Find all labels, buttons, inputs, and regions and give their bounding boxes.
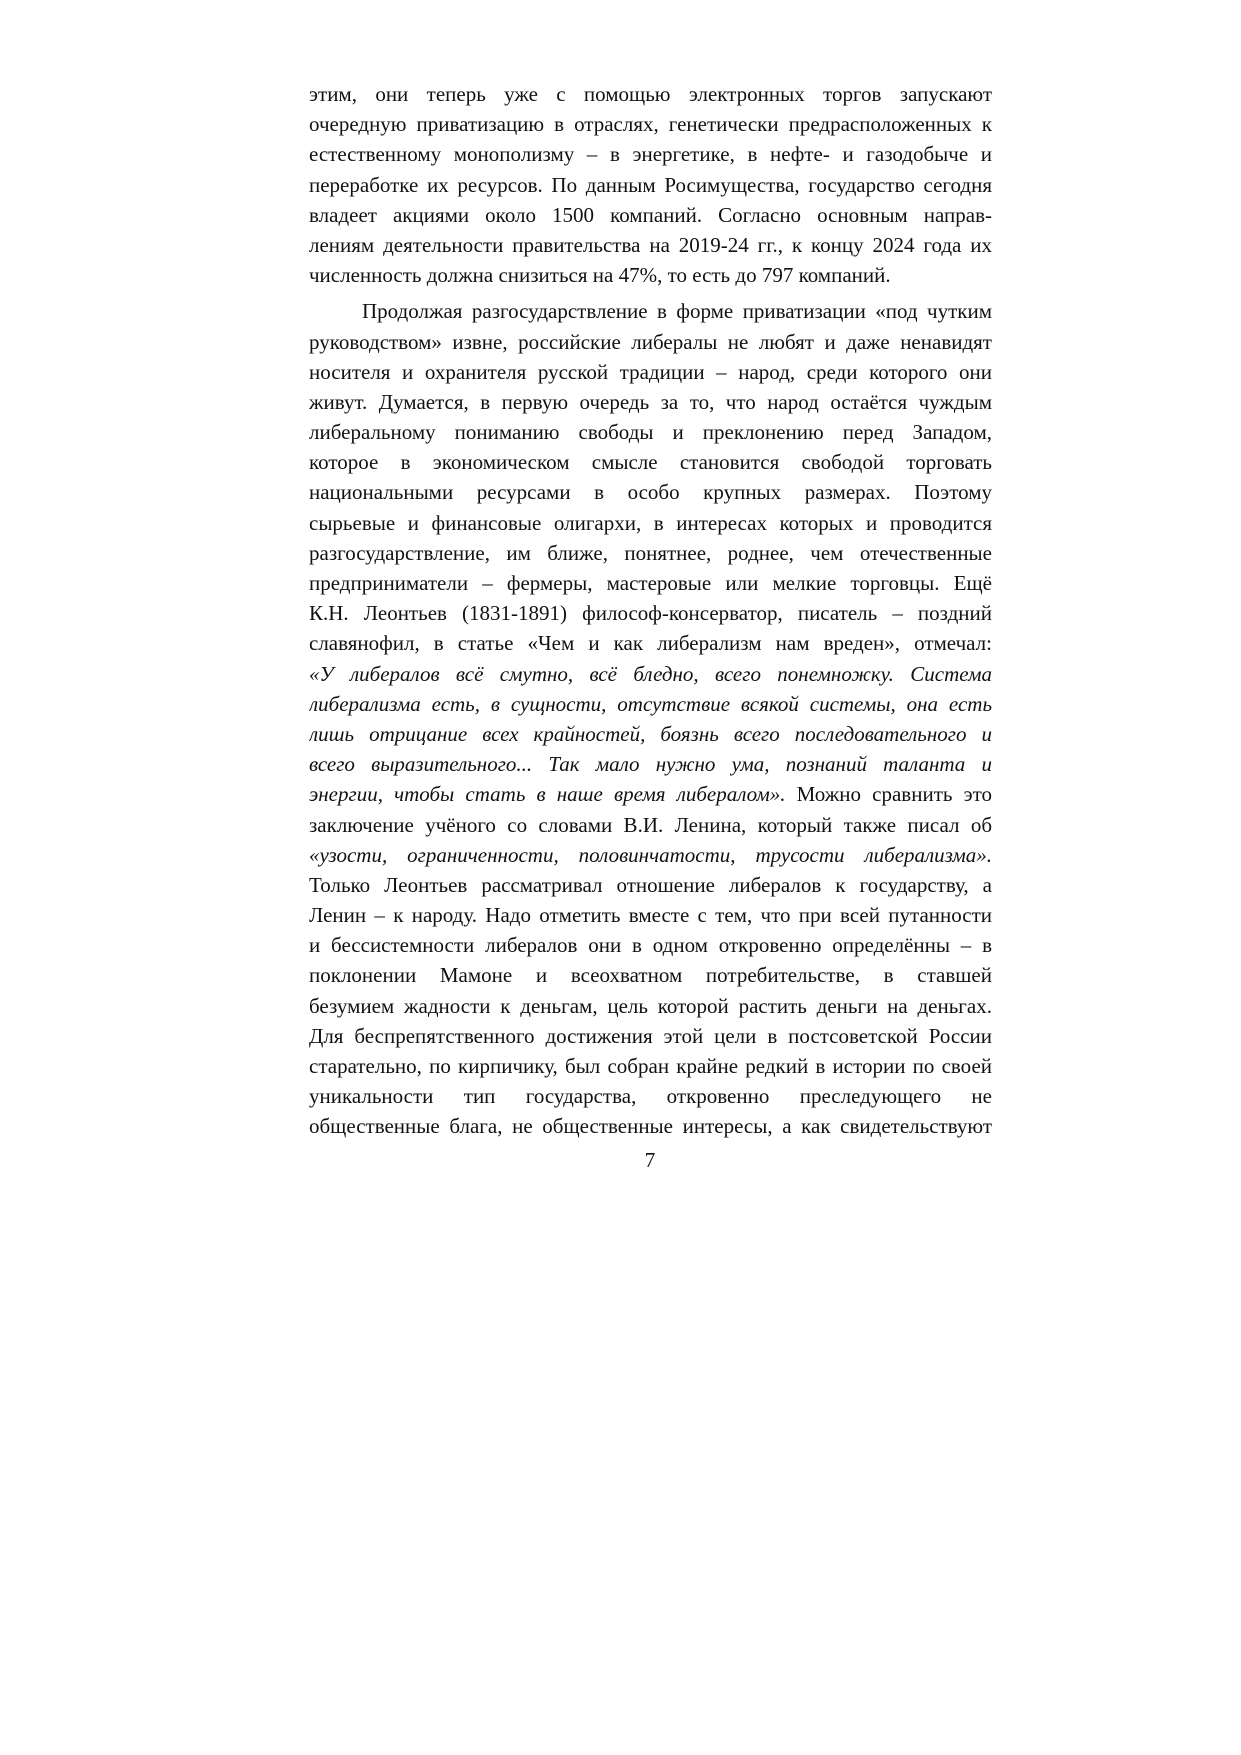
text-line: сырьевые и финансовые олигархи, в интересах которых и проводится bbox=[309, 510, 992, 535]
text-line: носителя и охранителя русской традиции – народ, среди которого они bbox=[309, 359, 992, 384]
text-line: предприниматели – фермеры, мастеровые или мелкие торговцы. Ещё bbox=[309, 571, 992, 595]
quote-line: всего выразительного... Так мало нужно ума, познаний таланта и bbox=[309, 752, 992, 777]
paragraph-1 bbox=[309, 79, 992, 290]
text-line: владеет акциями около 1500 компаний. Согласно основным направ- bbox=[309, 202, 992, 227]
text-line: переработке их ресурсов. По данным Росимущества, государство сегодня bbox=[309, 172, 992, 197]
text-line: живут. Думается, в первую очередь за то, что народ остаётся чуждым bbox=[309, 389, 992, 414]
quote-line: «узости, ограниченности, половинчатости, трусости либерализма». bbox=[309, 842, 992, 867]
text-line: Продолжая разгосударствление в форме приватизации «под чутким bbox=[362, 299, 992, 324]
text-segment: Можно сравнить это bbox=[785, 782, 992, 807]
text-line: которое в экономическом смысле становится свободой торговать bbox=[309, 450, 992, 475]
text-line: Ленин – к народу. Надо отметить вместе с тем, что при всей путанности bbox=[309, 903, 992, 928]
text-line: этим, они теперь уже с помощью электронных торгов запускают bbox=[309, 82, 992, 106]
paragraph-2 bbox=[309, 296, 992, 1141]
text-line: очередную приватизацию в отраслях, генетически предрасположенных к bbox=[309, 112, 992, 137]
text-line: Только Леонтьев рассматривал отношение либералов к государству, а bbox=[309, 872, 992, 897]
page-number: 7 bbox=[644, 1148, 656, 1172]
text-line: уникальности тип государства, откровенно преследующего не bbox=[309, 1084, 992, 1109]
quote-line: либерализма есть, в сущности, отсутствие всякой системы, она есть bbox=[309, 691, 992, 716]
text-line: Для беспрепятственного достижения этой цели в постсоветской России bbox=[309, 1023, 992, 1048]
text-line: разгосударствление, им ближе, понятнее, роднее, чем отечественные bbox=[309, 540, 992, 565]
text-line: численность должна снизиться на 47%, то есть до 797 компаний. bbox=[309, 263, 891, 288]
text-line: либеральному пониманию свободы и преклонению перед Западом, bbox=[309, 420, 992, 445]
quote-line: «У либералов всё смутно, всё бледно, всего понемножку. Система bbox=[309, 661, 992, 686]
mixed-line bbox=[309, 779, 992, 809]
text-line: К.Н. Леонтьев (1831-1891) философ-консерватор, писатель – поздний bbox=[309, 601, 992, 626]
text-line: общественные блага, не общественные интересы, а как свидетельствуют bbox=[309, 1114, 992, 1139]
text-line: лениям деятельности правительства на 2019-24 гг., к концу 2024 года их bbox=[309, 232, 992, 257]
text-line: безумием жадности к деньгам, цель которой растить деньги на деньгах. bbox=[309, 993, 992, 1018]
text-line: национальными ресурсами в особо крупных размерах. Поэтому bbox=[309, 480, 992, 505]
page-body bbox=[309, 79, 992, 1142]
text-line: заключение учёного со словами В.И. Ленина, который также писал об bbox=[309, 812, 992, 837]
text-line: поклонении Мамоне и всеохватном потребительстве, в ставшей bbox=[309, 963, 992, 988]
text-line: и бессистемности либералов они в одном откровенно определённы – в bbox=[309, 933, 992, 958]
text-line: руководством» извне, российские либералы не любят и даже ненавидят bbox=[309, 329, 992, 354]
quote-end: энергии, чтобы стать в наше время либералом». bbox=[309, 782, 786, 807]
text-line: славянофил, в статье «Чем и как либерализм нам вреден», отмечал: bbox=[309, 631, 992, 656]
quote-line: лишь отрицание всех крайностей, боязнь всего последовательного и bbox=[309, 721, 992, 746]
text-line: старательно, по кирпичику, был собран крайне редкий в истории по своей bbox=[309, 1054, 992, 1078]
text-line: естественному монополизму – в энергетике, в нефте- и газодобыче и bbox=[309, 142, 992, 167]
